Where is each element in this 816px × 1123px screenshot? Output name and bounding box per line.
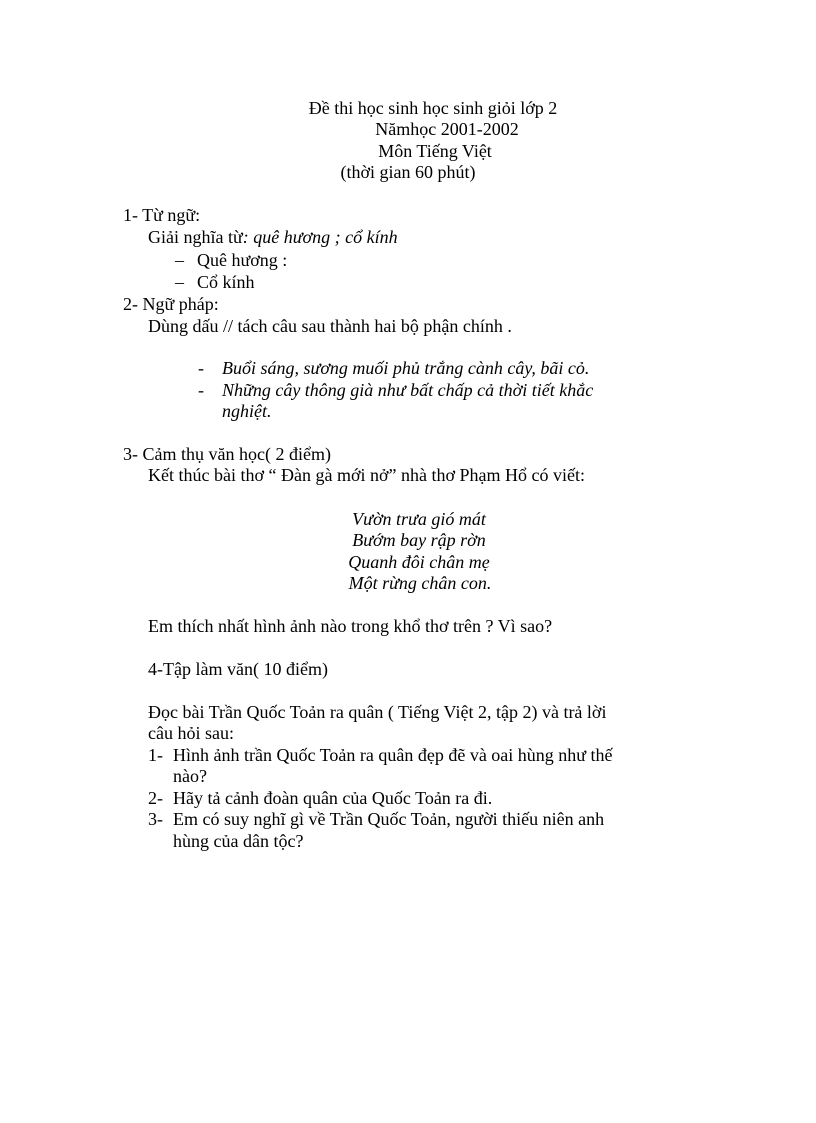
section4-intro-line-1: Đọc bài Trần Quốc Toản ra quân ( Tiếng Việt 2, tập 2) và trả lời: [148, 702, 607, 722]
section2-heading: 2- Ngữ pháp:: [123, 294, 219, 314]
section1-bullet-2: –: [175, 272, 184, 292]
section4-q3-line-2: hùng của dân tộc?: [173, 831, 304, 851]
section4-q2-marker: 2-: [148, 788, 163, 808]
poem-line-3: Quanh đôi chân mẹ: [348, 552, 490, 572]
section4-intro-line-2: câu hỏi sau:: [148, 723, 234, 743]
section3-intro: Kết thúc bài thơ “ Đàn gà mới nở” nhà thơ Phạm Hổ có viết:: [148, 465, 585, 485]
section1-instruction-words: : quê hương ; cổ kính: [242, 227, 398, 247]
section3-heading: 3- Cảm thụ văn học( 2 điểm): [123, 444, 331, 464]
section4-heading: 4-Tập làm văn( 10 điểm): [148, 659, 328, 679]
section4-q1-line-2: nào?: [173, 766, 207, 786]
poem-line-2: Bướm bay rập rờn: [352, 530, 486, 550]
section1-bullet-1: –: [175, 250, 184, 270]
section2-sentence-2-line-1: Những cây thông già như bất chấp cả thời tiết khắc: [222, 380, 594, 400]
section3-question: Em thích nhất hình ảnh nào trong khổ thơ trên ? Vì sao?: [148, 616, 553, 636]
section4-q1-marker: 1-: [148, 745, 163, 765]
section2-sentence-2-line-2: nghiệt.: [222, 401, 272, 421]
section2-bullet-2: -: [198, 380, 204, 400]
section4-q3-marker: 3-: [148, 809, 163, 829]
section2-instruction: Dùng dấu // tách câu sau thành hai bộ phận chính .: [148, 316, 512, 336]
poem-line-1: Vườn trưa gió mát: [352, 509, 486, 529]
school-year: Nămhọc 2001-2002: [375, 119, 519, 139]
exam-title: Đề thi học sinh học sinh giỏi lớp 2: [308, 98, 558, 118]
section2-bullet-1: -: [198, 358, 204, 378]
time-limit: (thời gian 60 phút): [340, 162, 476, 182]
section1-item-2: Cổ kính: [197, 272, 255, 292]
subject: Môn Tiếng Việt: [378, 141, 492, 161]
section1-item-1: Quê hương :: [197, 250, 288, 270]
section4-q2: Hãy tả cảnh đoàn quân của Quốc Toản ra đi.: [173, 788, 493, 808]
section1-instruction-prefix: Giải nghĩa từ: [148, 227, 243, 247]
section4-q3-line-1: Em có suy nghĩ gì về Trần Quốc Toản, người thiếu niên anh: [173, 809, 605, 829]
section1-instruction: [148, 227, 398, 248]
section1-heading: 1- Từ ngữ:: [123, 205, 201, 225]
section2-sentence-1: Buổi sáng, sương muối phủ trắng cành cây, bãi cỏ.: [222, 358, 590, 378]
poem-line-4: Một rừng chân con.: [348, 573, 492, 593]
section4-q1-line-1: Hình ảnh trần Quốc Toản ra quân đẹp đẽ và oai hùng như thế: [173, 745, 613, 765]
